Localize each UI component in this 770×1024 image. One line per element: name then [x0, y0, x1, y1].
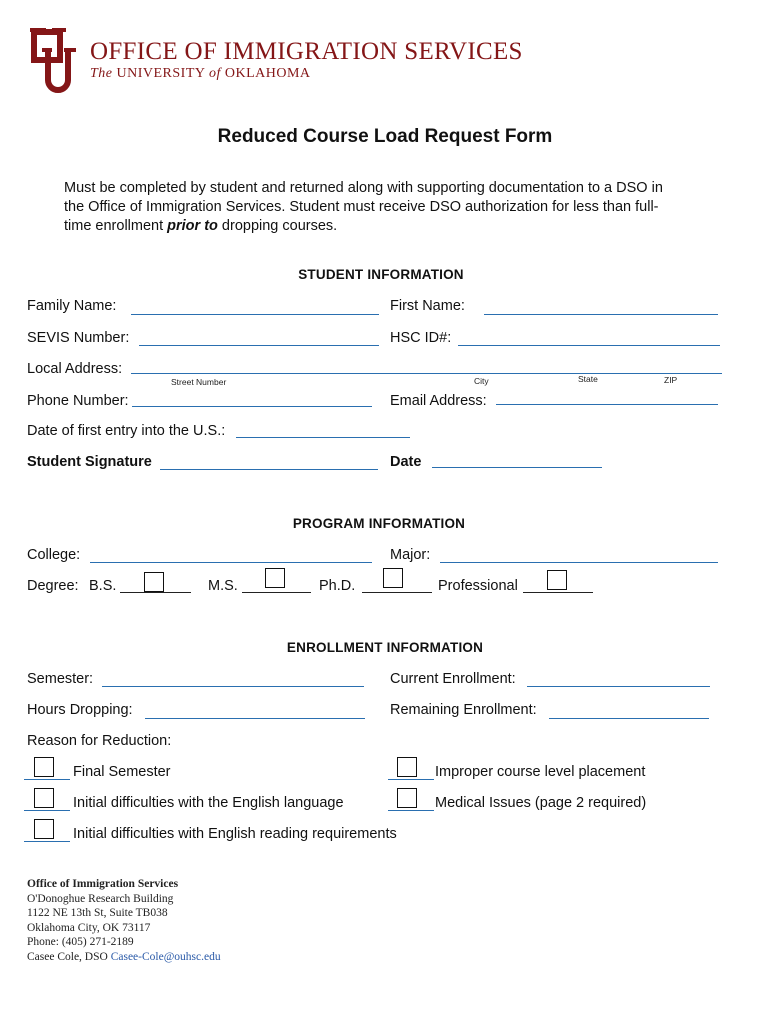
- college-label: College:: [27, 547, 81, 563]
- professional-checkbox[interactable]: [547, 570, 567, 590]
- ou-logo-mark: [30, 26, 82, 96]
- english-reading-label: Initial difficulties with English reading requirements: [73, 826, 397, 842]
- local-address-label: Local Address:: [27, 361, 123, 377]
- footer-street: 1122 NE 13th St, Suite TB038: [27, 907, 168, 920]
- first-name-field[interactable]: [484, 314, 718, 315]
- improper-label: Improper course level placement: [435, 764, 646, 780]
- intro-line-3: time enrollment prior to dropping courses.: [64, 218, 338, 234]
- footer-email-link[interactable]: Casee-Cole@ouhsc.edu: [110, 950, 221, 963]
- degree-label: Degree:: [27, 578, 79, 594]
- street-sublabel: Street Number: [171, 377, 227, 387]
- student-heading: STUDENT INFORMATION: [298, 267, 464, 282]
- program-heading: PROGRAM INFORMATION: [292, 516, 466, 531]
- professional-label: Professional: [438, 578, 518, 594]
- intro-line-1: Must be completed by student and returned along with supporting documentation to a DSO in: [64, 180, 663, 196]
- ms-checkbox[interactable]: [265, 568, 285, 588]
- footer-office: Office of Immigration Services: [27, 878, 179, 890]
- university-name: [90, 66, 311, 82]
- email-label: Email Address:: [390, 393, 487, 409]
- sevis-field[interactable]: [139, 345, 379, 346]
- university-name-2: OKLAHOMA: [224, 66, 311, 81]
- medical-line: [388, 810, 434, 811]
- university-name-1: UNIVERSITY: [116, 66, 205, 81]
- college-field[interactable]: [90, 562, 372, 563]
- footer-building: O'Donoghue Research Building: [27, 892, 174, 905]
- english-language-checkbox[interactable]: [34, 788, 54, 808]
- phd-line: [362, 592, 432, 593]
- hours-dropping-label: Hours Dropping:: [27, 702, 133, 718]
- ms-line: [242, 592, 311, 593]
- university-the: The: [90, 66, 113, 81]
- improper-checkbox[interactable]: [397, 757, 417, 777]
- bs-line: [120, 592, 191, 593]
- reason-label: Reason for Reduction:: [27, 733, 172, 749]
- intro-line-2: the Office of Immigration Services. Student must receive DSO authorization for less than full-: [64, 199, 659, 215]
- phd-label: Ph.D.: [319, 578, 356, 594]
- english-language-line: [24, 810, 70, 811]
- phone-label: Phone Number:: [27, 393, 129, 409]
- sevis-label: SEVIS Number:: [27, 330, 130, 346]
- entry-date-label: Date of first entry into the U.S.:: [27, 423, 226, 439]
- intro-text: [64, 179, 663, 236]
- phone-field[interactable]: [132, 406, 372, 407]
- phd-checkbox[interactable]: [383, 568, 403, 588]
- remaining-enrollment-label: Remaining Enrollment:: [390, 702, 537, 718]
- english-reading-checkbox[interactable]: [34, 819, 54, 839]
- english-reading-line: [24, 841, 70, 842]
- medical-checkbox[interactable]: [397, 788, 417, 808]
- final-semester-label: Final Semester: [73, 764, 171, 780]
- professional-line: [523, 592, 593, 593]
- family-name-label: Family Name:: [27, 298, 117, 314]
- hsc-id-field[interactable]: [458, 345, 720, 346]
- signature-label: Student Signature: [27, 454, 152, 470]
- ms-label: M.S.: [208, 578, 238, 594]
- english-language-label: Initial difficulties with the English language: [73, 795, 344, 811]
- state-sublabel: State: [578, 374, 598, 384]
- hours-dropping-field[interactable]: [145, 718, 365, 719]
- improper-line: [388, 779, 434, 780]
- local-address-field[interactable]: [131, 373, 722, 374]
- remaining-enrollment-field[interactable]: [549, 718, 709, 719]
- hsc-id-label: HSC ID#:: [390, 330, 452, 346]
- footer-address: [27, 877, 221, 965]
- medical-label: Medical Issues (page 2 required): [435, 795, 647, 811]
- footer-city: Oklahoma City, OK 73117: [27, 921, 151, 934]
- current-enrollment-label: Current Enrollment:: [390, 671, 516, 687]
- entry-date-field[interactable]: [236, 437, 410, 438]
- semester-field[interactable]: [102, 686, 364, 687]
- bs-checkbox[interactable]: [144, 572, 164, 592]
- first-name-label: First Name:: [390, 298, 465, 314]
- email-field[interactable]: [496, 404, 718, 405]
- date-label: Date: [390, 454, 422, 470]
- university-of: of: [208, 66, 221, 81]
- footer-contact: Casee Cole, DSO Casee-Cole@ouhsc.edu: [27, 950, 221, 963]
- zip-sublabel: ZIP: [664, 375, 678, 385]
- major-label: Major:: [390, 547, 431, 563]
- major-field[interactable]: [440, 562, 718, 563]
- signature-field[interactable]: [160, 469, 378, 470]
- enrollment-heading: ENROLLMENT INFORMATION: [286, 640, 484, 655]
- family-name-field[interactable]: [131, 314, 379, 315]
- date-field[interactable]: [432, 467, 602, 468]
- footer-phone: Phone: (405) 271-2189: [27, 936, 134, 949]
- semester-label: Semester:: [27, 671, 94, 687]
- current-enrollment-field[interactable]: [527, 686, 710, 687]
- final-semester-line: [24, 779, 70, 780]
- city-sublabel: City: [474, 376, 489, 386]
- final-semester-checkbox[interactable]: [34, 757, 54, 777]
- form-title: Reduced Course Load Request Form: [217, 126, 553, 147]
- office-title: OFFICE OF IMMIGRATION SERVICES: [90, 38, 523, 65]
- ou-logo: [30, 26, 82, 96]
- bs-label: B.S.: [89, 578, 117, 594]
